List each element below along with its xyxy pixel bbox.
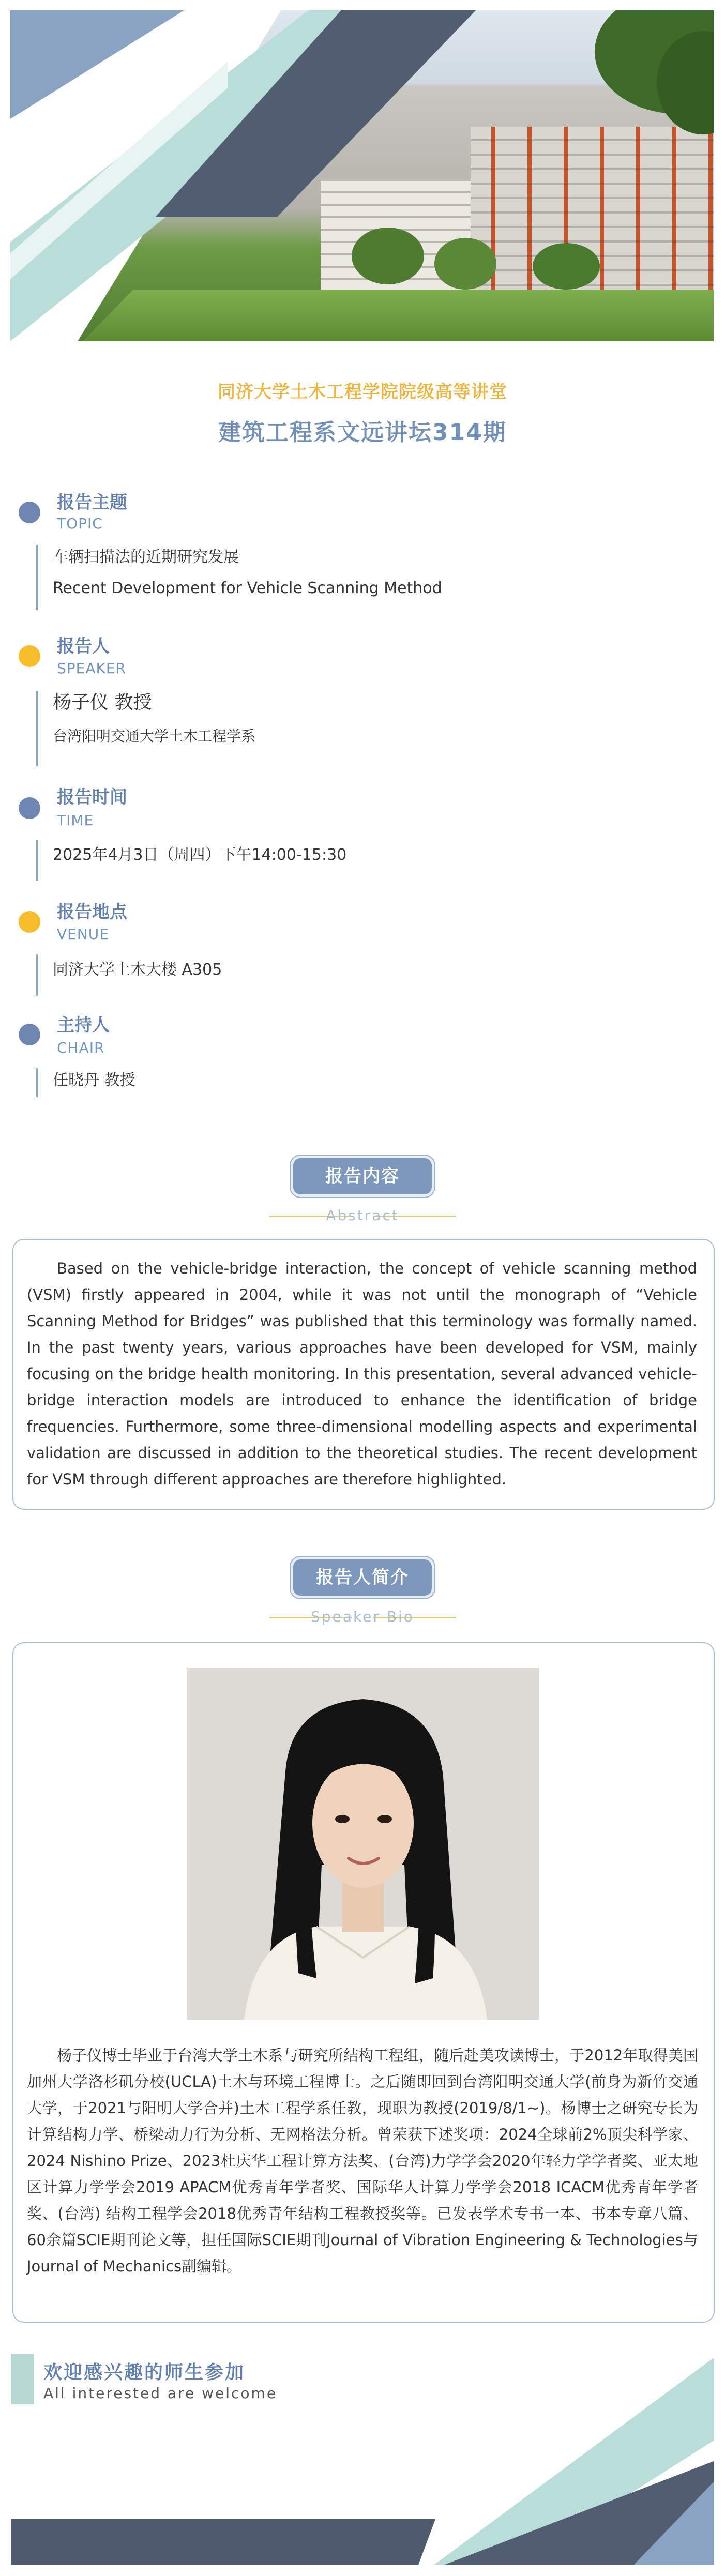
topic-bullet	[19, 502, 40, 523]
topic-title-en: Recent Development for Vehicle Scanning Method	[53, 579, 442, 597]
abstract-section-title: 报告内容	[293, 1158, 432, 1194]
tree	[352, 228, 424, 284]
venue-label-en: VENUE	[57, 926, 109, 943]
time-label-en: TIME	[57, 812, 94, 829]
time-label: 报告时间	[57, 787, 127, 808]
lawn	[83, 290, 714, 341]
venue-label: 报告地点	[57, 902, 127, 922]
abstract-text: Based on the vehicle-bridge interaction, the concept of vehicle scanning method (VSM) firstly appeared in 2004, while it was not until the monograph of “Vehicle Scanning Method for Bridges” was published that this terminology was formally named. In the past twenty years, various approaches have been developed for VSM, mainly focusing on the bridge health monitoring. In this presentation, several advanced vehicle-bridge interaction models are introduced to enhance the identification of bridge frequencies. Furthermore, some three-dimensional modelling aspects and experimental validation are discussed in addition to the theoretical studies. The recent development for VSM through different approaches are therefore highlighted.	[27, 1260, 697, 1488]
portrait-illustration	[187, 1668, 539, 2020]
abstract-subtitle: Abstract	[326, 1207, 399, 1224]
forum-title: 建筑工程系文远讲坛314期	[218, 419, 507, 446]
speaker-portrait	[187, 1668, 539, 2020]
lecture-hall-title: 同济大学土木工程学院院级高等讲堂	[218, 382, 507, 402]
venue-value: 同济大学土木大楼 A305	[53, 961, 222, 979]
tree	[434, 238, 496, 290]
time-value: 2025年4月3日（周四）下午14:00-15:30	[53, 846, 347, 864]
speaker-label-en: SPEAKER	[57, 660, 127, 677]
time-bullet	[19, 797, 40, 819]
chair-value: 任晓丹 教授	[53, 1071, 135, 1089]
topic-rule	[36, 545, 38, 610]
bio-section-title: 报告人简介	[293, 1559, 432, 1596]
bio-subtitle: Speaker Bio	[311, 1608, 414, 1625]
welcome-text-en: All interested are welcome	[43, 2385, 278, 2402]
venue-rule	[36, 954, 38, 996]
topic-label: 报告主题	[57, 492, 127, 513]
venue-bullet	[19, 911, 40, 933]
chair-label-en: CHAIR	[57, 1039, 105, 1056]
topic-label-en: TOPIC	[57, 515, 103, 532]
chair-bullet	[19, 1024, 40, 1045]
speaker-label: 报告人	[57, 636, 110, 657]
bio-text: 杨子仪博士毕业于台湾大学土木系与研究所结构工程组，随后赴美攻读博士，于2012年取得美国加州大学洛杉矶分校(UCLA)土木与环境工程博士。之后随即回到台湾阳明交通大学(前身为新竹交通大学，于2021与阳明大学合并)土木工程学系任教，现职为教授(2019/8/1~)。杨博士之研究专长为计算结构力学、桥梁动力行为分析、无网格法分析。曾荣获下述奖项：2024全球前2%顶尖科学家、2024 Nishino Prize、2023杜庆华工程计算方法奖、(台湾)力学学会2020年轻力学学者奖、亚太地区计算力学学会2019 APACM优秀青年学者奖、国际华人计算力学学会2018 ICACM优秀青年学者奖、(台湾) 结构工程学会2018优秀青年结构工程教授奖等。已发表学术专书一本、书本专章八篇、60余篇SCIE期刊论文等，担任国际SCIE期刊Journal of Vibration Engineering & Technologies与Journal of Mechanics副编辑。	[27, 2047, 698, 2275]
speaker-bullet	[19, 645, 40, 667]
header-banner	[0, 0, 725, 352]
tree	[533, 243, 600, 290]
chair-rule	[36, 1068, 38, 1097]
speaker-name: 杨子仪 教授	[53, 692, 152, 713]
welcome-text-cn: 欢迎感兴趣的师生参加	[43, 2362, 246, 2383]
time-rule	[36, 840, 38, 881]
decor-footer-bar	[11, 2519, 435, 2565]
topic-title-cn: 车辆扫描法的近期研究发展	[53, 548, 239, 566]
chair-label: 主持人	[57, 1014, 110, 1035]
speaker-affiliation: 台湾阳明交通大学土木工程学系	[53, 728, 256, 745]
speaker-rule	[36, 691, 38, 766]
welcome-accent-bar	[11, 2354, 34, 2404]
